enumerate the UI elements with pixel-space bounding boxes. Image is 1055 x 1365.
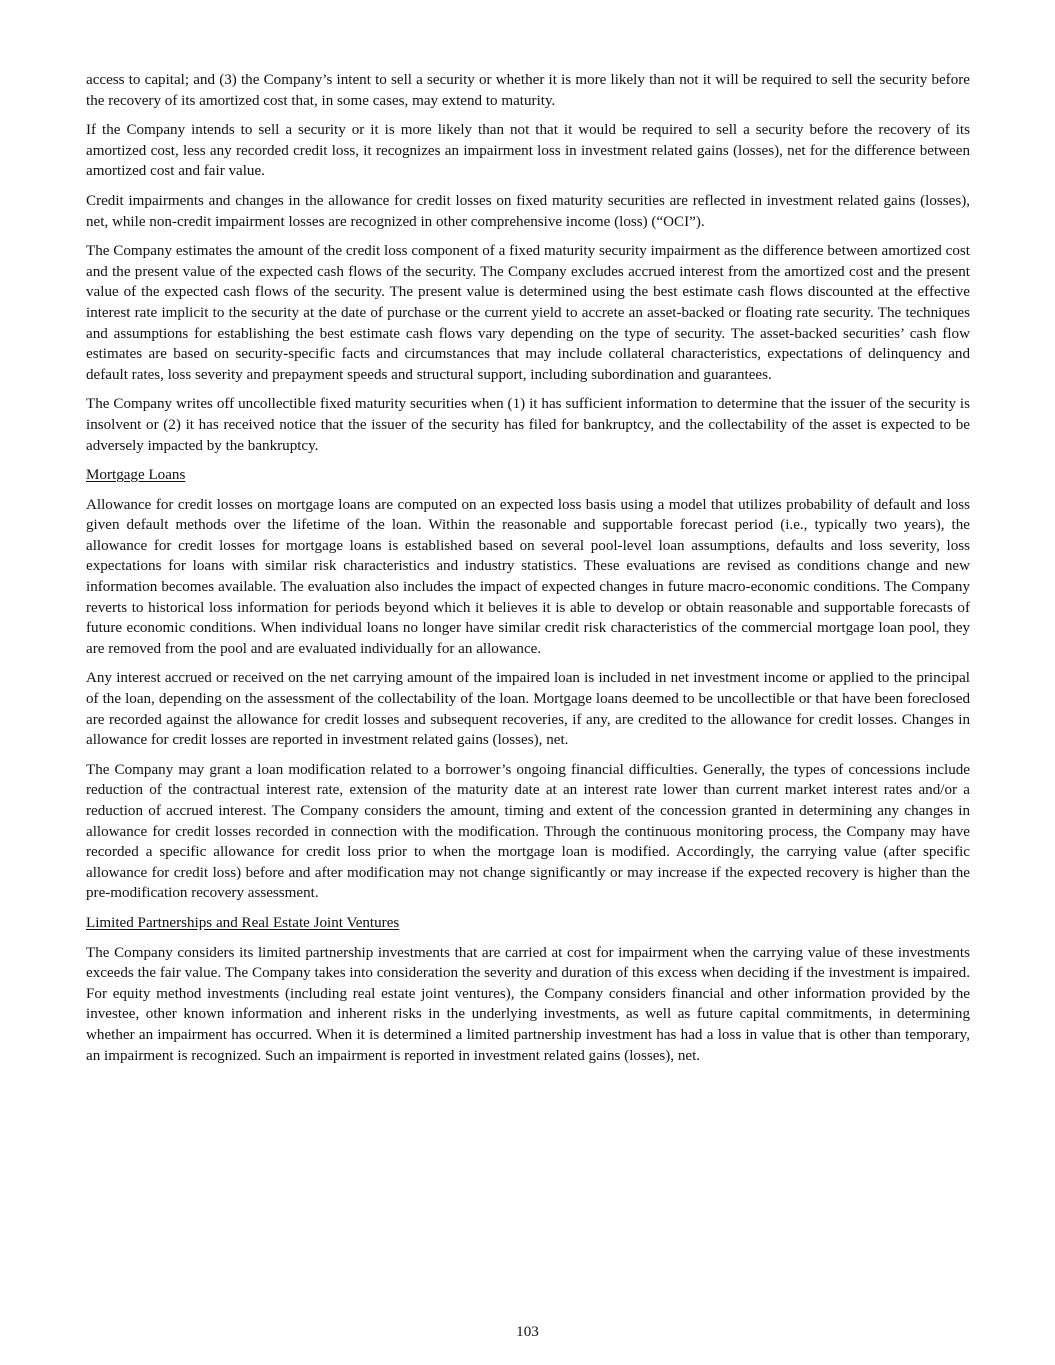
paragraph-credit-loss-estimate: The Company estimates the amount of the credit loss component of a fixed maturity security impairment as the difference between amortized cost and the present value of the expected cash flows of the security. The Company excludes accrued interest from the amortized cost and the present value of the expected cash flows of the security. The present value is determined using the best estimate cash flows discounted at the effective interest rate implicit to the security at the date of purchase or the current yield to accrete an asset-backed or floating rate security. The techniques and assumptions for establishing the best estimate cash flows vary depending on the type of security. The asset-backed securities’ cash flow estimates are based on security-specific facts and circumstances that may include collateral characteristics, expectations of delinquency and default rates, loss severity and prepayment speeds and structural support, including subordination and guarantees. — [86, 243, 970, 383]
paragraph-credit-impairments: Credit impairments and changes in the allowance for credit losses on fixed maturity securities are reflected in investment related gains (losses), net, while non-credit impairment losses are recognized in other comprehensive income (loss) (“OCI”). — [86, 192, 970, 230]
paragraph-intent-to-sell: If the Company intends to sell a security or it is more likely than not that it would be required to sell a security before the recovery of its amortized cost, less any recorded credit loss, it recognizes an impairment loss in investment related gains (losses), net for the difference between amortized cost and fair value. — [86, 122, 970, 180]
paragraph-limited-partnership-impairment: The Company considers its limited partnership investments that are carried at cost for impairment when the carrying value of these investments exceeds the fair value. The Company takes into consideration the severity and duration of this excess when deciding if the investment is impaired. For equity method investments (including real estate joint ventures), the Company considers financial and other information provided by the investee, other known information and inherent risks in the underlying investments, as well as future capital commitments, in determining whether an impairment has occurred. When it is determined a limited partnership investment has had a loss in value that is other than temporary, an impairment is recognized. Such an impairment is reported in investment related gains (losses), net. — [86, 944, 970, 1064]
paragraph-loan-modification: The Company may grant a loan modification related to a borrower’s ongoing financial difficulties. Generally, the types of concessions include reduction of the contractual interest rate, extension of the maturity date at an interest rate lower than current market interest rates and/or a reduction of accrued interest. The Company considers the amount, timing and extent of the concession granted in determining any changes in allowance for credit losses recorded in connection with the modification. Through the continuous monitoring process, the Company may have recorded a specific allowance for credit loss prior to when the mortgage loan is modified. Accordingly, the carrying value (after specific allowance for credit loss) before and after modification may not change significantly or may increase if the expected recovery is higher than the pre-modification recovery assessment. — [86, 761, 970, 902]
paragraph-write-offs: The Company writes off uncollectible fixed maturity securities when (1) it has sufficient information to determine that the issuer of the security is insolvent or (2) it has received notice that the issuer of the security has filed for bankruptcy, and the collectability of the asset is expected to be adversely impacted by the bankruptcy. — [86, 396, 970, 454]
page-number: 103 — [516, 1324, 539, 1340]
paragraph-interest-accrued: Any interest accrued or received on the net carrying amount of the impaired loan is included in net investment income or applied to the principal of the loan, depending on the assessment of the collectability of the loan. Mortgage loans deemed to be uncollectible or that have been foreclosed are recorded against the allowance for credit losses and subsequent recoveries, if any, are credited to the allowance for credit losses. Changes in allowance for credit losses are reported in investment related gains (losses), net. — [86, 670, 970, 749]
paragraph-access-to-capital: access to capital; and (3) the Company’s intent to sell a security or whether it is more likely than not it will be required to sell the security before the recovery of its amortized cost that, in some cases, may extend to maturity. — [86, 72, 970, 109]
document-body — [86, 70, 970, 1075]
paragraph-mortgage-allowance: Allowance for credit losses on mortgage loans are computed on an expected loss basis using a model that utilizes probability of default and loss given default methods over the lifetime of the loan. Within the reasonable and supportable forecast period (i.e., typically two years), the allowance for credit losses for mortgage loans is established based on several pool-level loan assumptions, defaults and loss severity, loss expectations for loans with similar risk characteristics and industry statistics. These evaluations are revised as conditions change and new information becomes available. The evaluation also includes the impact of expected changes in future macro-economic conditions. The Company reverts to historical loss information for periods beyond which it believes it is able to develop or obtain reasonable and supportable forecasts of future economic conditions. When individual loans no longer have similar credit risk characteristics of the commercial mortgage loan pool, they are removed from the pool and are evaluated individually for an allowance. — [86, 496, 970, 657]
section-heading-mortgage-loans: Mortgage Loans — [86, 467, 186, 484]
section-heading-limited-partnerships: Limited Partnerships and Real Estate Joint Ventures — [86, 914, 400, 931]
